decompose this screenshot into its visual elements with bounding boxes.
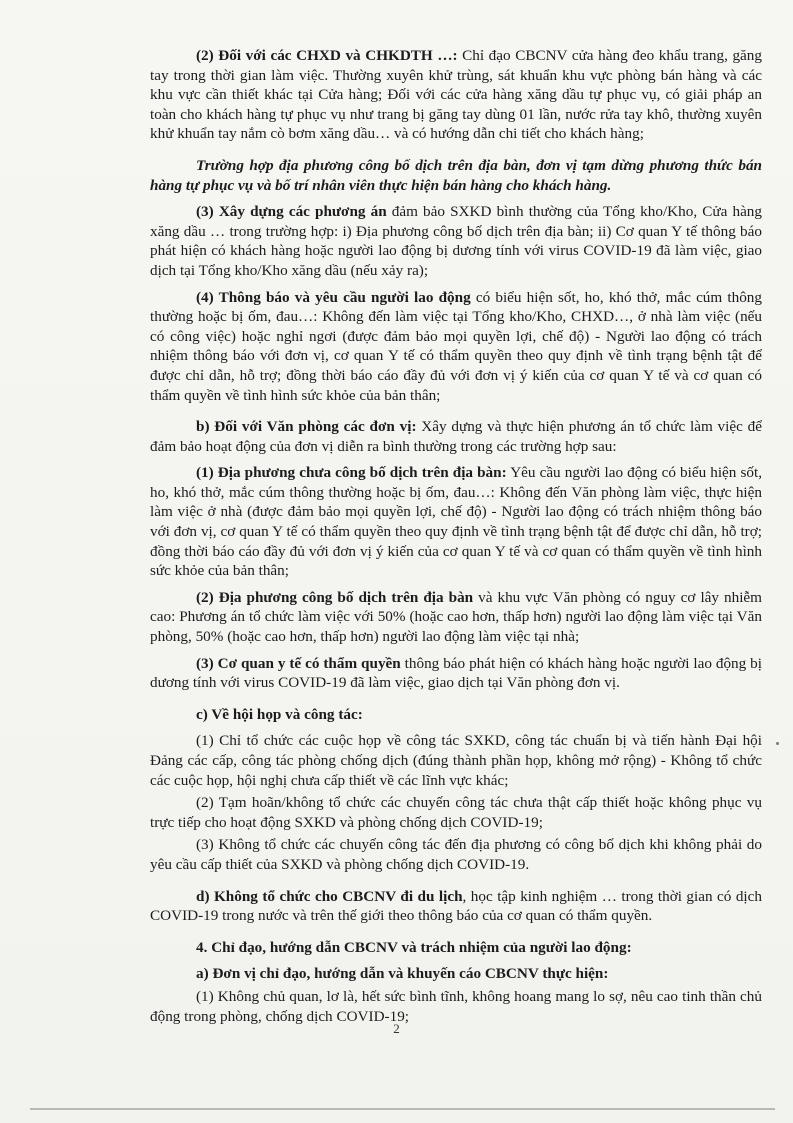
paragraph-cong-bo: (2) Địa phương công bố dịch trên địa bàn và khu vực Văn phòng có nguy cơ lây nhiễm cao: Phương án tổ chức làm việc với 50% (hoặc cao hơn, thấp hơn) người lao động làm việc tại Văn phòng, 50% (hoặc cao hơn, thấp hơn) người lao động làm việc tại nhà;: [150, 588, 762, 646]
paragraph-cong-tac-dia-phuong: (3) Không tổ chức các chuyến công tác đến địa phương có công bố dịch khi không phải do yêu cầu cấp thiết của SXKD và phòng chống dịch COVID-19.: [150, 836, 762, 873]
paragraph-chua-cong-bo: (1) Địa phương chưa công bố dịch trên địa bàn: Yêu cầu người lao động có biểu hiện sốt, ho, khó thở, mắc cúm thông thường hoặc bị ốm, đau…: Không đến Văn phòng làm việc, thực hiện làm việc ở nhà (được đảm bảo mọi quyền lợi, chế độ) - Người lao động có trách nhiệm thông báo với đơn vị, cơ quan Y tế có thẩm quyền theo quy định về tình trạng bệnh tật để được chỉ dẫn, hỗ trợ; đồng thời báo cáo đầy đủ với đơn vị ý kiến của cơ quan Y tế và cơ quan có thẩm quyền về tình hình sức khỏe của bản thân;: [150, 464, 762, 580]
paragraph-italic-note: Trường hợp địa phương công bố dịch trên địa bàn, đơn vị tạm dừng phương thức bán hàng tự phục vụ và bố trí nhân viên thực hiện bán hàng cho khách hàng.: [150, 156, 762, 194]
heading-chi-dao: 4. Chỉ đạo, hướng dẫn CBCNV và trách nhiệm của người lao động:: [196, 938, 632, 956]
document-body: [150, 46, 762, 1026]
paragraph-chxd: (2) Đối với các CHXD và CHKDTH …: Chỉ đạo CBCNV cửa hàng đeo khẩu trang, găng tay trong thời gian làm việc. Thường xuyên khử trùng, sát khuẩn khu vực phòng bán hàng và các khu vực cần thiết khác tại Cửa hàng; Đối với các cửa hàng xăng dầu tự phục vụ, có giải pháp an toàn cho khách hàng tự phục vụ như trang bị găng tay dùng 01 lần, nước rửa tay khô, thường xuyên khử khuẩn tay nắm cò bơm xăng dầu… và có hướng dẫn chi tiết cho khách hàng;: [150, 47, 762, 143]
heading-hoi-hop: c) Về hội họp và công tác:: [196, 705, 363, 723]
paragraph-khong-chu-quan: (1) Không chủ quan, lơ là, hết sức bình tĩnh, không hoang mang lo sợ, nêu cao tinh thần chủ động trong phòng, chống dịch COVID-19;: [150, 987, 762, 1025]
paragraph-van-phong: b) Đối với Văn phòng các đơn vị: Xây dựng và thực hiện phương án tổ chức làm việc để đảm bảo hoạt động của đơn vị diễn ra bình thường trong các trường hợp sau:: [150, 418, 762, 455]
scan-edge-line: [30, 1108, 775, 1110]
scan-speck: [776, 742, 779, 745]
paragraph-co-quan-y-te: (3) Cơ quan y tế có thẩm quyền thông báo phát hiện có khách hàng hoặc người lao động bị dương tính với virus COVID-19 đã làm việc, giao dịch tại Văn phòng đơn vị.: [150, 654, 762, 692]
paragraph-thong-bao: (4) Thông báo và yêu cầu người lao động có biểu hiện sốt, ho, khó thở, mắc cúm thông thường hoặc bị ốm, đau…: Không đến làm việc tại Tổng kho/Kho, CHXD…, ở nhà làm việc (nếu có công việc) hoặc nghỉ ngơi (được đảm bảo mọi quyền lợi, chế độ) - Người lao động có trách nhiệm thông báo với đơn vị, cơ quan Y tế có thẩm quyền theo quy định về tình trạng bệnh tật để được chỉ dẫn, hỗ trợ; đồng thời báo cáo đầy đủ với đơn vị ý kiến của cơ quan Y tế và cơ quan có thẩm quyền về tình hình sức khỏe của bản thân;: [150, 288, 762, 404]
paragraph-du-lich: d) Không tổ chức cho CBCNV đi du lịch, học tập kinh nghiệm … trong thời gian có dịch COVID-19 trong nước và trên thế giới theo thông báo của cơ quan có thẩm quyền.: [150, 887, 762, 925]
paragraph-tam-hoan: (2) Tạm hoãn/không tổ chức các chuyến công tác chưa thật cấp thiết hoặc không phục vụ trực tiếp cho hoạt động SXKD và phòng chống dịch COVID-19;: [150, 794, 762, 831]
paragraph-cuoc-hop: (1) Chỉ tổ chức các cuộc họp về công tác SXKD, công tác chuẩn bị và tiến hành Đại hội Đảng các cấp, công tác phòng chống dịch (đúng thành phần họp, không mở rộng) - Không tổ chức các cuộc họp, hội nghị chưa cấp thiết về các lĩnh vực khác;: [150, 732, 762, 789]
heading-don-vi-chi-dao: a) Đơn vị chỉ đạo, hướng dẫn và khuyến cáo CBCNV thực hiện:: [196, 965, 609, 983]
paragraph-phuong-an: (3) Xây dựng các phương án đảm bảo SXKD bình thường của Tổng kho/Kho, Cửa hàng xăng dầu … trong trường hợp: i) Địa phương công bố dịch trên địa bàn; ii) Cơ quan Y tế thông báo phát hiện có khách hàng hoặc người lao động bị dương tính với virus COVID-19 đã làm việc, giao dịch tại Tổng kho/Kho xăng dầu (nếu xảy ra);: [150, 203, 762, 279]
page-number: 2: [393, 1021, 400, 1036]
